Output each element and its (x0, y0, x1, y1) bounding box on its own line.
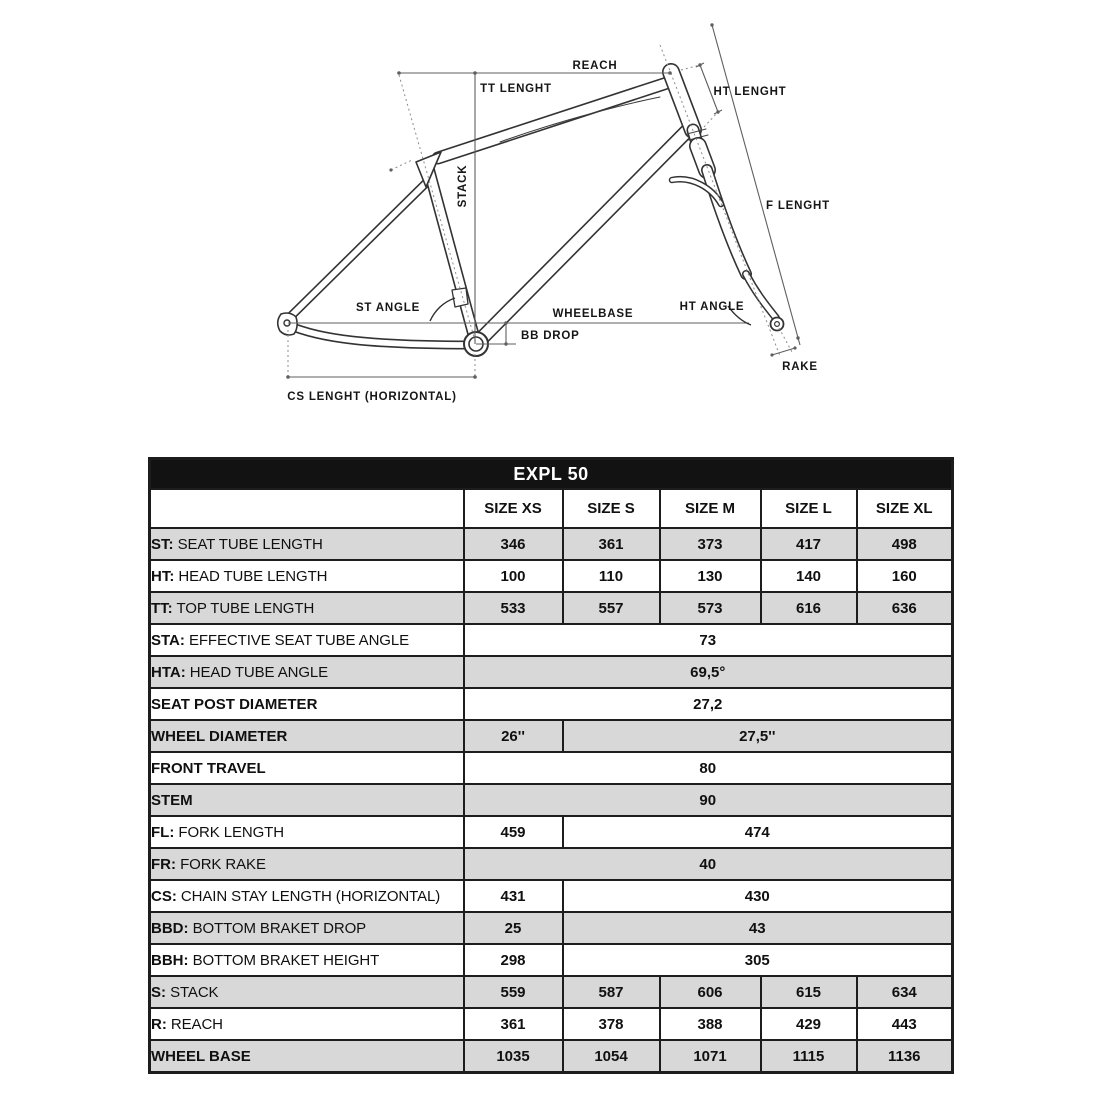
row-value: 533 (464, 592, 563, 624)
row-value: 459 (464, 816, 563, 848)
label-cs-length: CS LENGHT (HORIZONTAL) (287, 391, 457, 403)
row-value: 110 (563, 560, 660, 592)
frame-geometry-diagram (0, 0, 1100, 450)
table-row (150, 752, 953, 784)
row-label: R: REACH (150, 1008, 464, 1040)
label-ht-length: HT LENGHT (713, 86, 787, 98)
row-value: 140 (761, 560, 857, 592)
geometry-table (148, 457, 954, 1074)
row-value: 606 (660, 976, 761, 1008)
row-label: ST: SEAT TUBE LENGTH (150, 528, 464, 560)
row-value: 378 (563, 1008, 660, 1040)
fork-leg-lower (746, 274, 776, 318)
label-tt-length: TT LENGHT (480, 83, 552, 95)
label-bb-drop: BB DROP (521, 330, 580, 342)
label-stack: STACK (457, 164, 469, 208)
row-value: 573 (660, 592, 761, 624)
column-header: SIZE S (563, 489, 660, 528)
row-value: 160 (857, 560, 953, 592)
row-value: 361 (464, 1008, 563, 1040)
label-wheelbase: WHEELBASE (552, 308, 634, 320)
top-tube (438, 82, 670, 158)
row-value: 40 (464, 848, 953, 880)
frame-line-art (278, 72, 784, 356)
row-value: 1035 (464, 1040, 563, 1073)
tt-extension-dotted (391, 160, 412, 170)
row-value: 80 (464, 752, 953, 784)
row-value: 373 (660, 528, 761, 560)
row-value: 498 (857, 528, 953, 560)
corner-cell (150, 489, 464, 528)
diagram-labels (287, 60, 830, 403)
row-label: S: STACK (150, 976, 464, 1008)
row-label: STEM (150, 784, 464, 816)
row-value: 27,2 (464, 688, 953, 720)
table-row (150, 528, 953, 560)
table-row (150, 816, 953, 848)
table-row (150, 720, 953, 752)
rake-parallel-dotted (779, 328, 792, 352)
row-value: 43 (563, 912, 953, 944)
row-value: 1115 (761, 1040, 857, 1073)
row-value: 90 (464, 784, 953, 816)
table-row (150, 1040, 953, 1073)
seat-stay (288, 183, 426, 319)
table-row (150, 880, 953, 912)
column-header: SIZE L (761, 489, 857, 528)
row-value: 26'' (464, 720, 563, 752)
row-value: 1054 (563, 1040, 660, 1073)
geometry-table-wrap (148, 457, 954, 1074)
row-label: FR: FORK RAKE (150, 848, 464, 880)
table-row (150, 1008, 953, 1040)
table-row (150, 592, 953, 624)
row-label: CS: CHAIN STAY LENGTH (HORIZONTAL) (150, 880, 464, 912)
row-value: 430 (563, 880, 953, 912)
row-value: 634 (857, 976, 953, 1008)
row-value: 388 (660, 1008, 761, 1040)
row-value: 73 (464, 624, 953, 656)
row-value: 559 (464, 976, 563, 1008)
row-value: 305 (563, 944, 953, 976)
row-value: 443 (857, 1008, 953, 1040)
size-header-row (150, 489, 953, 528)
column-header: SIZE M (660, 489, 761, 528)
table-row (150, 976, 953, 1008)
row-value: 1136 (857, 1040, 953, 1073)
label-st-angle: ST ANGLE (355, 302, 421, 314)
row-label: FRONT TRAVEL (150, 752, 464, 784)
table-row (150, 624, 953, 656)
table-row (150, 560, 953, 592)
label-ht-angle: HT ANGLE (679, 301, 745, 313)
row-value: 474 (563, 816, 953, 848)
label-reach: REACH (572, 60, 618, 72)
column-header: SIZE XL (857, 489, 953, 528)
row-label: FL: FORK LENGTH (150, 816, 464, 848)
table-row (150, 912, 953, 944)
chain-stay (288, 325, 470, 345)
row-label: HTA: HEAD TUBE ANGLE (150, 656, 464, 688)
fork-axle (775, 322, 780, 327)
row-label: BBH: BOTTOM BRAKET HEIGHT (150, 944, 464, 976)
row-value: 130 (660, 560, 761, 592)
table-row (150, 848, 953, 880)
row-label: SEAT POST DIAMETER (150, 688, 464, 720)
row-value: 25 (464, 912, 563, 944)
row-value: 587 (563, 976, 660, 1008)
table-row (150, 688, 953, 720)
row-value: 616 (761, 592, 857, 624)
table-title-row (150, 459, 953, 490)
row-value: 298 (464, 944, 563, 976)
table-row (150, 656, 953, 688)
row-value: 69,5° (464, 656, 953, 688)
row-value: 431 (464, 880, 563, 912)
table-title: EXPL 50 (150, 459, 953, 490)
st-angle-arc (430, 298, 455, 321)
row-label: STA: EFFECTIVE SEAT TUBE ANGLE (150, 624, 464, 656)
label-rake: RAKE (782, 361, 818, 373)
row-label: WHEEL DIAMETER (150, 720, 464, 752)
row-value: 636 (857, 592, 953, 624)
row-label: WHEEL BASE (150, 1040, 464, 1073)
row-value: 346 (464, 528, 563, 560)
table-row (150, 784, 953, 816)
row-value: 361 (563, 528, 660, 560)
table-row (150, 944, 953, 976)
column-header: SIZE XS (464, 489, 563, 528)
row-value: 27,5'' (563, 720, 953, 752)
row-value: 100 (464, 560, 563, 592)
row-label: TT: TOP TUBE LENGTH (150, 592, 464, 624)
fork-leg-upper (707, 170, 746, 274)
row-value: 429 (761, 1008, 857, 1040)
row-value: 417 (761, 528, 857, 560)
row-value: 557 (563, 592, 660, 624)
row-label: HT: HEAD TUBE LENGTH (150, 560, 464, 592)
row-value: 1071 (660, 1040, 761, 1073)
row-label: BBD: BOTTOM BRAKET DROP (150, 912, 464, 944)
label-f-length: F LENGHT (766, 200, 830, 212)
row-value: 615 (761, 976, 857, 1008)
